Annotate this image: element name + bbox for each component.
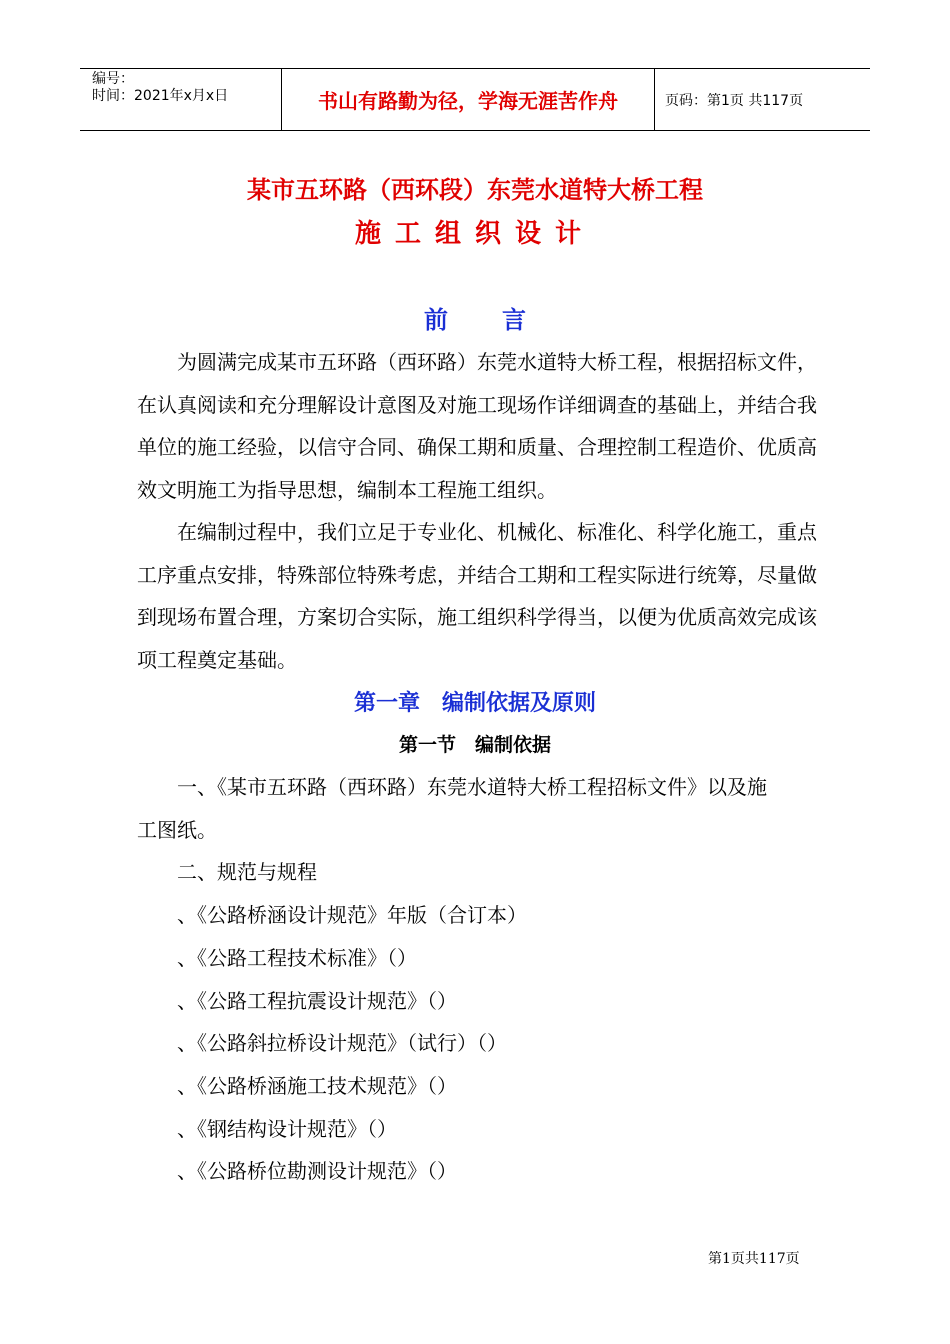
standard-item: 、《公路斜拉桥设计规范》（试行）（）: [177, 1031, 507, 1055]
number-label: 编号：: [92, 71, 134, 87]
header-page-info: 页码：第1页 共117页: [665, 92, 804, 109]
header-table: [80, 68, 870, 131]
standard-item: 、《公路桥位勘测设计规范》（）: [177, 1159, 457, 1183]
document-subtitle: 施工组织设计: [354, 219, 595, 249]
chapter-heading: 第一章 编制依据及原则: [353, 690, 596, 716]
standard-item: 、《公路桥涵设计规范》年版（合订本）: [177, 903, 527, 927]
header-motto: 书山有路勤为径，学海无涯苦作舟: [282, 69, 655, 130]
section-heading: 第一节 编制依据: [398, 734, 551, 756]
preface-paragraph-2: 在编制过程中，我们立足于专业化、机械化、标准化、科学化施工，重点工序重点安排，特殊部位特殊考虑，并结合工期和工程实际进行统筹，尽量做到现场布置合理，方案切合实际，施工组织科学得当，以便为优质高效完成该项工程奠定基础。: [137, 520, 817, 672]
basis-item-2: 二、规范与规程: [177, 860, 317, 884]
standard-item: 、《公路工程抗震设计规范》（）: [177, 989, 457, 1013]
standard-item: 、《公路桥涵施工技术规范》（）: [177, 1074, 457, 1098]
preface-heading: 前言: [424, 305, 580, 334]
time-label: 时间：2021年x月x日: [92, 88, 229, 104]
header-meta-cell: [80, 69, 282, 130]
basis-item-1-line-1: 一、《某市五环路（西环路）东莞水道特大桥工程招标文件》以及施: [177, 775, 767, 799]
document-title: 某市五环路（西环段）东莞水道特大桥工程: [247, 175, 703, 204]
preface-paragraph-1: 为圆满完成某市五环路（西环路）东莞水道特大桥工程，根据招标文件，在认真阅读和充分理解设计意图及对施工现场作详细调查的基础上，并结合我单位的施工经验，以信守合同、确保工期和质量、合理控制工程造价、优质高效文明施工为指导思想，编制本工程施工组织。: [137, 350, 817, 502]
page-footer: 第1页共117页: [708, 1251, 800, 1267]
basis-item-1-line-2: 工图纸。: [137, 818, 217, 842]
standard-item: 、《公路工程技术标准》（）: [177, 946, 417, 970]
standard-item: 、《钢结构设计规范》（）: [177, 1117, 397, 1141]
